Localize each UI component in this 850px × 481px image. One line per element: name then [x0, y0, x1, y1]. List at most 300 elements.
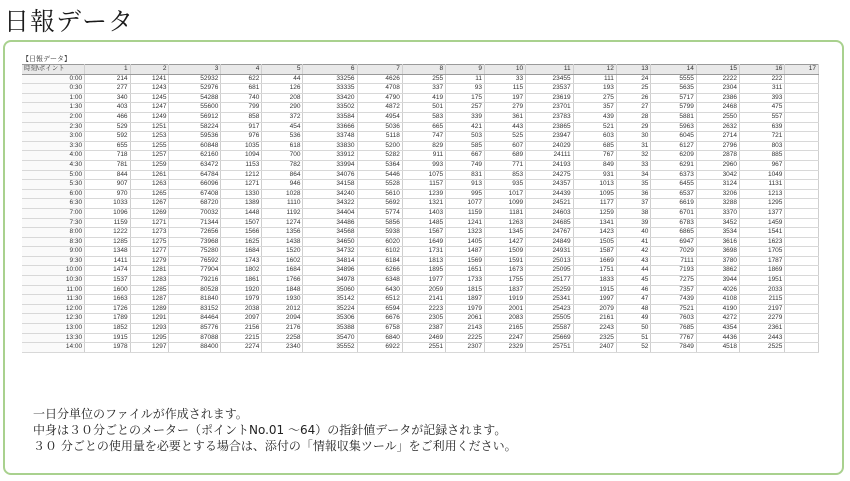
- value-cell: 3780: [696, 256, 739, 266]
- value-cell: 33335: [303, 84, 357, 94]
- value-cell: 1852: [85, 324, 130, 334]
- value-cell: 2247: [485, 333, 526, 343]
- header-cell-point: 17: [785, 65, 819, 75]
- value-cell: 24603: [526, 208, 574, 218]
- value-cell: 75280: [169, 247, 221, 257]
- value-cell: 1013: [573, 180, 616, 190]
- value-cell: 864: [262, 170, 303, 180]
- value-cell: 2325: [573, 333, 616, 343]
- value-cell: 1274: [262, 218, 303, 228]
- value-cell: 85776: [169, 324, 221, 334]
- value-cell: [785, 189, 819, 199]
- value-cell: 6348: [357, 276, 402, 286]
- value-cell: 1815: [446, 285, 485, 295]
- value-cell: 1895: [402, 266, 445, 276]
- time-cell: 11:30: [22, 295, 85, 305]
- value-cell: 393: [740, 93, 785, 103]
- value-cell: 7029: [651, 247, 696, 257]
- value-cell: 23783: [526, 112, 574, 122]
- value-cell: 83152: [169, 304, 221, 314]
- value-cell: 52: [616, 343, 651, 353]
- value-cell: 1157: [402, 180, 445, 190]
- description-line: ３０ 分ごとの使用量を必要とする場合は、添付の「情報収集ツール」をご利用ください。: [33, 439, 517, 453]
- time-cell: 7:00: [22, 208, 85, 218]
- value-cell: 1265: [130, 189, 169, 199]
- value-cell: 208: [262, 93, 303, 103]
- value-cell: 995: [446, 189, 485, 199]
- value-cell: 1259: [573, 208, 616, 218]
- value-cell: 1423: [573, 228, 616, 238]
- value-cell: 3944: [696, 276, 739, 286]
- table-row: [22, 208, 819, 218]
- value-cell: 1731: [402, 247, 445, 257]
- value-cell: 718: [85, 151, 130, 161]
- value-cell: 23537: [526, 84, 574, 94]
- value-cell: 257: [446, 103, 485, 113]
- value-cell: 1356: [262, 228, 303, 238]
- value-cell: 803: [740, 141, 785, 151]
- value-cell: [785, 84, 819, 94]
- value-cell: 603: [573, 132, 616, 142]
- value-cell: 525: [485, 132, 526, 142]
- value-cell: 7357: [651, 285, 696, 295]
- time-cell: 5:00: [22, 170, 85, 180]
- time-cell: 7:30: [22, 218, 85, 228]
- time-cell: 1:30: [22, 103, 85, 113]
- value-cell: 1281: [130, 266, 169, 276]
- value-cell: [785, 304, 819, 314]
- value-cell: 34322: [303, 199, 357, 209]
- value-cell: 361: [485, 112, 526, 122]
- value-cell: 1411: [85, 256, 130, 266]
- value-cell: 1243: [130, 84, 169, 94]
- value-cell: 681: [221, 84, 262, 94]
- table-row: [22, 314, 819, 324]
- value-cell: 1915: [573, 285, 616, 295]
- value-cell: 585: [446, 141, 485, 151]
- value-cell: 443: [485, 122, 526, 132]
- time-cell: 0:30: [22, 84, 85, 94]
- value-cell: 77904: [169, 266, 221, 276]
- value-cell: 1033: [85, 199, 130, 209]
- value-cell: 2161: [573, 314, 616, 324]
- value-cell: 64784: [169, 170, 221, 180]
- value-cell: 11: [446, 74, 485, 84]
- value-cell: 55600: [169, 103, 221, 113]
- value-cell: 1520: [262, 247, 303, 257]
- value-cell: 1323: [446, 228, 485, 238]
- value-cell: [785, 276, 819, 286]
- value-cell: 54288: [169, 93, 221, 103]
- table-row: [22, 266, 819, 276]
- value-cell: 6512: [357, 295, 402, 305]
- table-row: [22, 93, 819, 103]
- value-cell: 2197: [740, 304, 785, 314]
- time-cell: 8:30: [22, 237, 85, 247]
- value-cell: 23619: [526, 93, 574, 103]
- value-cell: 6430: [357, 285, 402, 295]
- value-cell: 24275: [526, 170, 574, 180]
- table-row: [22, 122, 819, 132]
- value-cell: 6865: [651, 228, 696, 238]
- value-cell: 689: [485, 151, 526, 161]
- value-cell: 2001: [485, 304, 526, 314]
- value-cell: 277: [85, 84, 130, 94]
- value-cell: 33748: [303, 132, 357, 142]
- value-cell: 1705: [740, 247, 785, 257]
- value-cell: 2329: [485, 343, 526, 353]
- value-cell: 1684: [262, 266, 303, 276]
- value-cell: 35060: [303, 285, 357, 295]
- value-cell: 1509: [485, 247, 526, 257]
- value-cell: 6676: [357, 314, 402, 324]
- value-cell: 1192: [262, 208, 303, 218]
- value-cell: 23865: [526, 122, 574, 132]
- value-cell: 1505: [573, 237, 616, 247]
- value-cell: [785, 151, 819, 161]
- value-cell: 1485: [402, 218, 445, 228]
- header-cell-point: 16: [740, 65, 785, 75]
- value-cell: 23455: [526, 74, 574, 84]
- value-cell: 4354: [696, 324, 739, 334]
- value-cell: 829: [402, 141, 445, 151]
- value-cell: 31: [616, 141, 651, 151]
- value-cell: 1291: [130, 314, 169, 324]
- value-cell: 993: [402, 160, 445, 170]
- value-cell: 175: [446, 93, 485, 103]
- table-row: [22, 103, 819, 113]
- value-cell: 685: [573, 141, 616, 151]
- time-cell: 2:00: [22, 112, 85, 122]
- value-cell: [785, 160, 819, 170]
- value-cell: 1096: [85, 208, 130, 218]
- value-cell: 1813: [402, 256, 445, 266]
- value-cell: 7111: [651, 256, 696, 266]
- value-cell: 1427: [485, 237, 526, 247]
- value-cell: [785, 266, 819, 276]
- value-cell: 935: [485, 180, 526, 190]
- time-cell: 10:00: [22, 266, 85, 276]
- value-cell: [785, 141, 819, 151]
- value-cell: 2083: [485, 314, 526, 324]
- value-cell: 1271: [130, 218, 169, 228]
- value-cell: 747: [402, 132, 445, 142]
- value-cell: 33502: [303, 103, 357, 113]
- value-cell: 58224: [169, 122, 221, 132]
- value-cell: 740: [221, 93, 262, 103]
- value-cell: 1295: [740, 199, 785, 209]
- value-cell: 844: [85, 170, 130, 180]
- value-cell: 33830: [303, 141, 357, 151]
- value-cell: 4954: [357, 112, 402, 122]
- time-cell: 3:30: [22, 141, 85, 151]
- value-cell: 24931: [526, 247, 574, 257]
- value-cell: [785, 285, 819, 295]
- value-cell: 931: [573, 170, 616, 180]
- value-cell: 2443: [740, 333, 785, 343]
- value-cell: 34158: [303, 180, 357, 190]
- value-cell: 2094: [262, 314, 303, 324]
- value-cell: 1241: [446, 218, 485, 228]
- value-cell: 2550: [696, 112, 739, 122]
- value-cell: 1035: [221, 141, 262, 151]
- value-cell: 1537: [85, 276, 130, 286]
- value-cell: 1403: [402, 208, 445, 218]
- value-cell: 6020: [357, 237, 402, 247]
- value-cell: 340: [85, 93, 130, 103]
- value-cell: 3042: [696, 170, 739, 180]
- header-cell-point: 7: [357, 65, 402, 75]
- value-cell: 2361: [740, 324, 785, 334]
- value-cell: 337: [402, 84, 445, 94]
- value-cell: 1649: [402, 237, 445, 247]
- value-cell: 35224: [303, 304, 357, 314]
- value-cell: 885: [740, 151, 785, 161]
- value-cell: 35: [616, 180, 651, 190]
- value-cell: 24767: [526, 228, 574, 238]
- value-cell: 1869: [740, 266, 785, 276]
- value-cell: 37: [616, 199, 651, 209]
- value-cell: 655: [85, 141, 130, 151]
- value-cell: 25505: [526, 314, 574, 324]
- value-cell: 1273: [130, 228, 169, 238]
- value-cell: 35388: [303, 324, 357, 334]
- value-cell: 1271: [221, 180, 262, 190]
- value-cell: 439: [573, 112, 616, 122]
- header-cell-point: 2: [130, 65, 169, 75]
- value-cell: 6922: [357, 343, 402, 353]
- value-cell: 2097: [221, 314, 262, 324]
- value-cell: 30: [616, 132, 651, 142]
- time-cell: 12:00: [22, 304, 85, 314]
- value-cell: 111: [573, 74, 616, 84]
- value-cell: 45: [616, 276, 651, 286]
- value-cell: 1459: [740, 218, 785, 228]
- value-cell: 2061: [446, 314, 485, 324]
- value-cell: 222: [740, 74, 785, 84]
- value-cell: 1297: [130, 343, 169, 353]
- value-cell: 1267: [130, 199, 169, 209]
- time-cell: 9:30: [22, 256, 85, 266]
- value-cell: 1673: [485, 266, 526, 276]
- value-cell: 799: [221, 103, 262, 113]
- value-cell: 622: [221, 74, 262, 84]
- value-cell: 2223: [402, 304, 445, 314]
- value-cell: 6184: [357, 256, 402, 266]
- value-cell: 831: [446, 170, 485, 180]
- value-cell: 501: [402, 103, 445, 113]
- value-cell: 1321: [402, 199, 445, 209]
- value-cell: 59536: [169, 132, 221, 142]
- value-cell: 5200: [357, 141, 402, 151]
- value-cell: 3288: [696, 199, 739, 209]
- value-cell: 87088: [169, 333, 221, 343]
- value-cell: 1997: [573, 295, 616, 305]
- value-cell: 1897: [446, 295, 485, 305]
- value-cell: 4108: [696, 295, 739, 305]
- time-cell: 9:00: [22, 247, 85, 257]
- time-cell: 11:00: [22, 285, 85, 295]
- value-cell: [785, 132, 819, 142]
- value-cell: 38: [616, 208, 651, 218]
- value-cell: 2960: [696, 160, 739, 170]
- value-cell: 3534: [696, 228, 739, 238]
- value-cell: 1255: [130, 141, 169, 151]
- value-cell: 1330: [221, 189, 262, 199]
- value-cell: 52932: [169, 74, 221, 84]
- table-row: [22, 324, 819, 334]
- value-cell: 4790: [357, 93, 402, 103]
- value-cell: 1977: [402, 276, 445, 286]
- value-cell: 6045: [651, 132, 696, 142]
- header-cell-point: 9: [446, 65, 485, 75]
- value-cell: 50: [616, 324, 651, 334]
- value-cell: 7685: [651, 324, 696, 334]
- value-cell: 6373: [651, 170, 696, 180]
- value-cell: 1017: [485, 189, 526, 199]
- value-cell: 25669: [526, 333, 574, 343]
- value-cell: 25423: [526, 304, 574, 314]
- value-cell: 2215: [221, 333, 262, 343]
- value-cell: 700: [262, 151, 303, 161]
- value-cell: 583: [402, 112, 445, 122]
- value-cell: 34404: [303, 208, 357, 218]
- value-cell: [785, 122, 819, 132]
- value-cell: 3862: [696, 266, 739, 276]
- value-cell: 771: [485, 160, 526, 170]
- time-cell: 4:00: [22, 151, 85, 161]
- value-cell: 1259: [130, 160, 169, 170]
- value-cell: 1651: [446, 266, 485, 276]
- value-cell: 7193: [651, 266, 696, 276]
- value-cell: 2012: [262, 304, 303, 314]
- time-cell: 4:30: [22, 160, 85, 170]
- value-cell: 2407: [573, 343, 616, 353]
- value-cell: 5446: [357, 170, 402, 180]
- value-cell: 2386: [696, 93, 739, 103]
- value-cell: 66096: [169, 180, 221, 190]
- value-cell: 618: [262, 141, 303, 151]
- value-cell: 6537: [651, 189, 696, 199]
- description-line: 中身は３０分ごとのメーター（ポイントNo.01 ～64）の指針値データが記録されます。: [33, 423, 507, 437]
- value-cell: 6102: [357, 247, 402, 257]
- value-cell: 51: [616, 333, 651, 343]
- value-cell: 34896: [303, 266, 357, 276]
- time-cell: 3:00: [22, 132, 85, 142]
- value-cell: 1222: [85, 228, 130, 238]
- value-cell: 3616: [696, 237, 739, 247]
- table-row: [22, 141, 819, 151]
- value-cell: 5774: [357, 208, 402, 218]
- value-cell: 1915: [85, 333, 130, 343]
- value-cell: 34568: [303, 228, 357, 238]
- value-cell: 1978: [85, 343, 130, 353]
- value-cell: 24193: [526, 160, 574, 170]
- value-cell: 71344: [169, 218, 221, 228]
- value-cell: 255: [402, 74, 445, 84]
- value-cell: 1177: [573, 199, 616, 209]
- table-row: [22, 247, 819, 257]
- value-cell: 34650: [303, 237, 357, 247]
- value-cell: 1212: [221, 170, 262, 180]
- value-cell: 357: [573, 103, 616, 113]
- value-cell: 73968: [169, 237, 221, 247]
- value-cell: 5528: [357, 180, 402, 190]
- value-cell: 35142: [303, 295, 357, 305]
- value-cell: 5881: [651, 112, 696, 122]
- table-row: [22, 256, 819, 266]
- value-cell: 521: [573, 122, 616, 132]
- value-cell: 1263: [485, 218, 526, 228]
- value-cell: 33584: [303, 112, 357, 122]
- table-row: [22, 112, 819, 122]
- value-cell: 1802: [221, 266, 262, 276]
- value-cell: 1669: [573, 256, 616, 266]
- value-cell: [785, 324, 819, 334]
- value-cell: 84464: [169, 314, 221, 324]
- sheet-label: 【日報データ】: [22, 56, 71, 63]
- value-cell: 372: [262, 112, 303, 122]
- table-row: [22, 84, 819, 94]
- value-cell: 34486: [303, 218, 357, 228]
- value-cell: 80528: [169, 285, 221, 295]
- value-cell: 1153: [221, 160, 262, 170]
- value-cell: 1474: [85, 266, 130, 276]
- value-cell: 115: [485, 84, 526, 94]
- value-cell: 24521: [526, 199, 574, 209]
- value-cell: 27: [616, 103, 651, 113]
- value-cell: 1861: [221, 276, 262, 286]
- value-cell: 976: [221, 132, 262, 142]
- value-cell: 1602: [262, 256, 303, 266]
- value-cell: 970: [85, 189, 130, 199]
- daily-data-table: [22, 64, 819, 353]
- value-cell: 667: [446, 151, 485, 161]
- value-cell: 34: [616, 170, 651, 180]
- value-cell: 6619: [651, 199, 696, 209]
- value-cell: 49: [616, 314, 651, 324]
- value-cell: 1213: [740, 189, 785, 199]
- value-cell: 93: [446, 84, 485, 94]
- value-cell: 44: [616, 266, 651, 276]
- value-cell: 3206: [696, 189, 739, 199]
- table-row: [22, 160, 819, 170]
- value-cell: 34814: [303, 256, 357, 266]
- value-cell: 4026: [696, 285, 739, 295]
- value-cell: 917: [221, 122, 262, 132]
- value-cell: 1287: [130, 295, 169, 305]
- value-cell: 48: [616, 304, 651, 314]
- value-cell: 26: [616, 93, 651, 103]
- value-cell: 1159: [85, 218, 130, 228]
- value-cell: 557: [740, 112, 785, 122]
- value-cell: 5036: [357, 122, 402, 132]
- value-cell: 1245: [130, 93, 169, 103]
- table-row: [22, 276, 819, 286]
- value-cell: 70032: [169, 208, 221, 218]
- description-line: 一日分単位のファイルが作成されます。: [33, 407, 248, 421]
- value-cell: 1289: [130, 304, 169, 314]
- value-cell: [785, 247, 819, 257]
- value-cell: 2632: [696, 122, 739, 132]
- value-cell: [785, 74, 819, 84]
- value-cell: 35306: [303, 314, 357, 324]
- value-cell: 1833: [573, 276, 616, 286]
- value-cell: 24029: [526, 141, 574, 151]
- value-cell: 39: [616, 218, 651, 228]
- value-cell: 4190: [696, 304, 739, 314]
- value-cell: 2141: [402, 295, 445, 305]
